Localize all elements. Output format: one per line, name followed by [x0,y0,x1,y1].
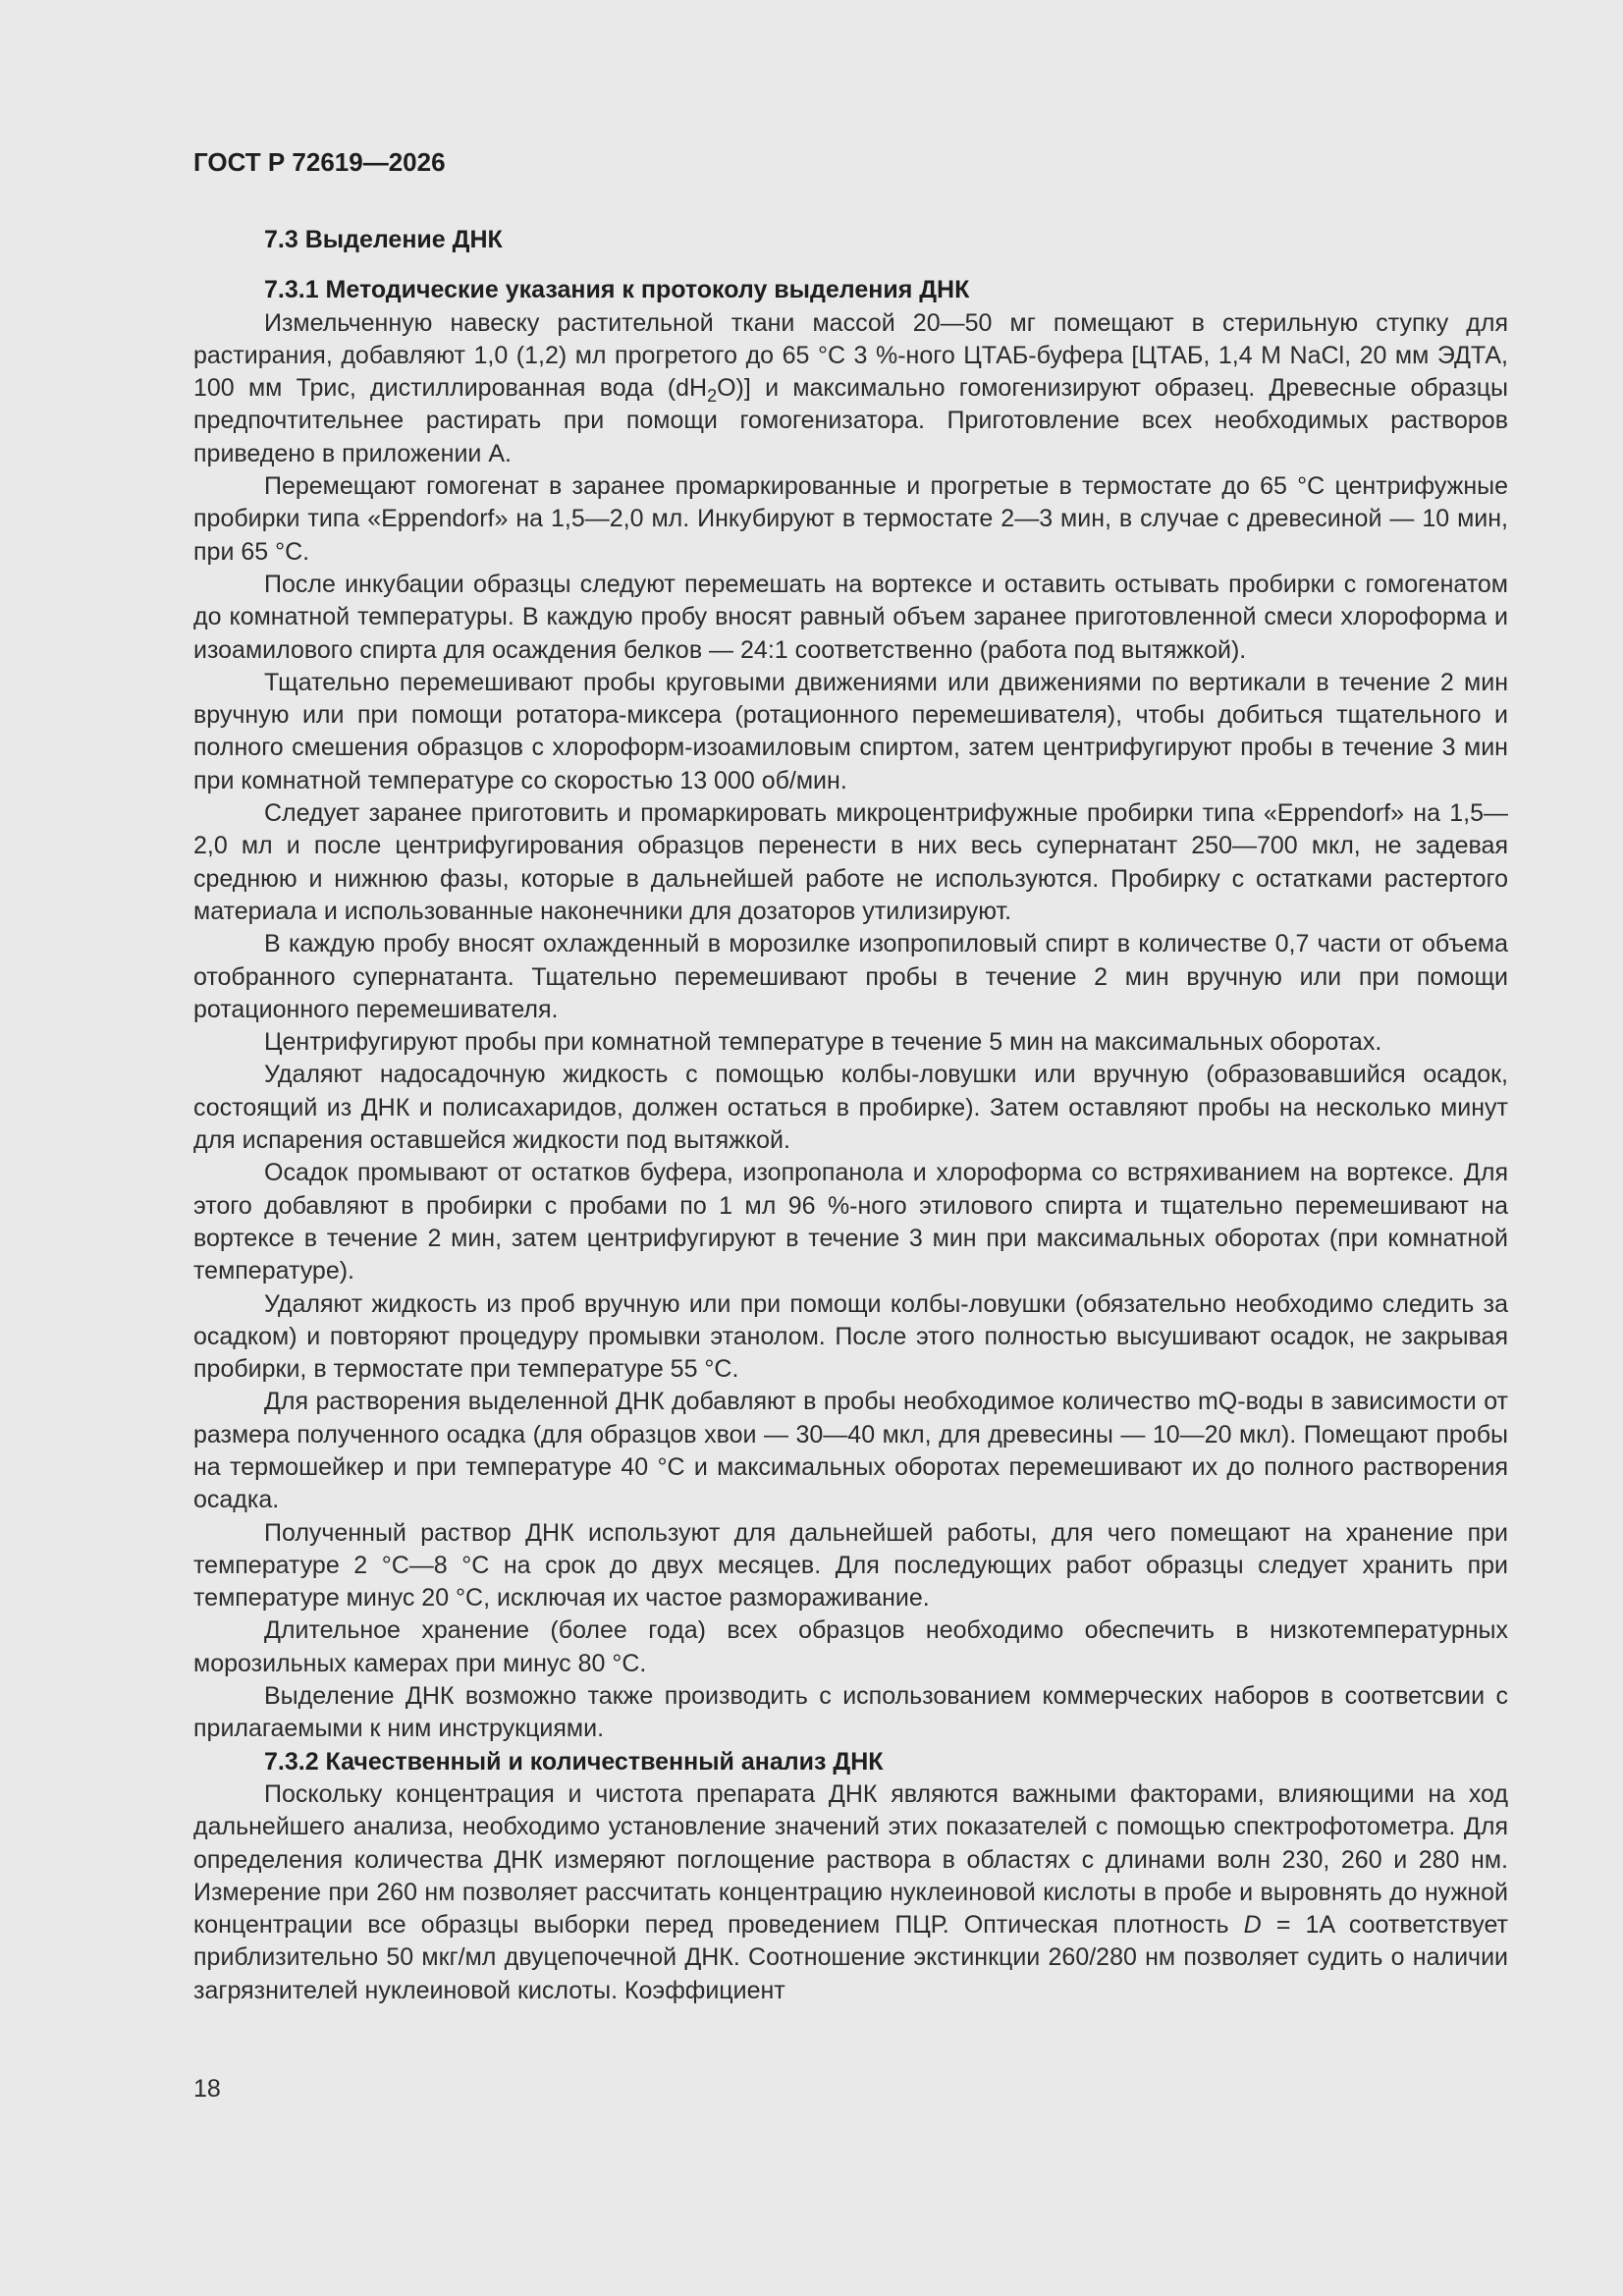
paragraph: Удаляют надосадочную жидкость с помощью колбы-ловушки или вручную (образовавшийся осадок, состоящий из ДНК и полисахаридов, должен остаться в пробирке). Затем оставляют пробы на несколько минут для испарения оставшейся жидкости под вытяжкой. [193,1061,1508,1155]
section-heading: 7.3 Выделение ДНК [264,226,503,253]
paragraph: Полученный раствор ДНК используют для дальнейшей работы, для чего помещают на хранение при температуре 2 °С—8 °С на срок до двух месяцев. Для последующих работ образцы следует хранить при температуре минус 20 °С, исключая их частое размораживание. [193,1518,1508,1613]
paragraph: Удаляют жидкость из проб вручную или при помощи колбы-ловушки (обязательно необходимо следить за осадком) и повторяют процедуру промывки этанолом. После этого полностью высушивают осадок, не закрывая пробирки, в термостате при температуре 55 °С. [193,1289,1508,1384]
paragraph: В каждую пробу вносят охлажденный в морозилке изопропиловый спирт в количестве 0,7 части от объема отобранного супернатанта. Тщательно перемешивают пробы в течение 2 мин вручную или при помощи ротационного перемешивателя. [193,930,1508,1023]
paragraph: Поскольку концентрация и чистота препарата ДНК являются важными факторами, влияющими на ход дальнейшего анализа, необходимо установление значений этих показателей с помощью спектрофотометра. Для определения количества ДНК измеряют поглощение раствора в областях с длинами волн 230, 260 и 280 нм. Измерение при 260 нм позволяет рассчитать концентрацию нуклеиновой кислоты в пробе и выровнять до нужной концентрации все образцы выборки перед проведением ПЦР. Оптическая плотность D = 1A соответствует приблизительно 50 мкг/мл двуцепочечной ДНК. Соотношение экстинкции 260/280 нм позволяет судить о наличии загрязнителей нуклеиновой кислоты. Коэффициент [193,1779,1509,2004]
paragraph: Измельченную навеску растительной ткани массой 20—50 мг помещают в стерильную ступку для растирания, добавляют 1,0 (1,2) мл прогретого до 65 °С 3 %-ного ЦТАБ-буфера [ЦТАБ, 1,4 М NaCl, 20 мм ЭДТА, 100 мм Трис, дистиллированная вода $(dH_2O)$] и максимально гомогенизируют образец. Древесные образцы предпочтительнее растирать при помощи гомогенизатора. Приготовление всех необходимых растворов приведено в приложении А. [193,308,1508,467]
paragraph: Выделение ДНК возможно также производить с использованием коммерческих наборов в соответсвии с прилагаемыми к ним инструкциями. [193,1682,1508,1743]
paragraph: Тщательно перемешивают пробы круговыми движениями или движениями по вертикали в течение 2 мин вручную или при помощи ротатора-миксера (ротационного перемешивателя), чтобы добиться тщательного и полного смешения образцов с хлороформ-изоамиловым спиртом, затем центрифугируют пробы в течение 3 мин при комнатной температуре со скоростью 13 000 об/мин. [193,668,1508,794]
document-body [193,224,1508,2007]
paragraph: Следует заранее приготовить и промаркировать микроцентрифужные пробирки типа «Eppendorf» на 1,5—2,0 мл и после центрифугирования образцов перенести в них весь супернатант 250—700 мкл, не задевая среднюю и нижнюю фазы, которые в дальнейшей работе не используются. Пробирку с остатками растертого материала и использованные наконечники для дозаторов утилизируют. [193,799,1508,925]
page-number: 18 [193,2075,221,2103]
paragraph: После инкубации образцы следуют перемешать на вортексе и оставить остывать пробирки с гомогенатом до комнатной температуры. В каждую пробу вносят равный объем заранее приготовленной смеси хлороформа и изоамилового спирта для осаждения белков — 24:1 соответственно (работа под вытяжкой). [193,570,1508,664]
paragraph: Для растворения выделенной ДНК добавляют в пробы необходимое количество mQ-воды в зависимости от размера полученного осадка (для образцов хвои — 30—40 мкл, для древесины — 10—20 мкл). Помещают пробы на термошейкер и при температуре 40 °С и максимальных оборотах перемешивают их до полного растворения осадка. [193,1388,1508,1514]
subsection-heading-7-3-2: 7.3.2 Качественный и количественный анализ ДНК [264,1747,884,1776]
paragraph: Центрифугируют пробы при комнатной температуре в течение 5 мин на максимальных оборотах. [264,1028,1382,1057]
paragraph: Осадок промывают от остатков буфера, изопропанола и хлороформа со встряхиванием на вортексе. Для этого добавляют в пробирки с пробами по 1 мл 96 %-ного этилового спирта и тщательно перемешивают на вортексе в течение 2 мин, затем центрифугируют в течение 3 мин при максимальных оборотах (при комнатной температуре). [193,1159,1508,1285]
document-id-header: ГОСТ Р 72619—2026 [193,147,446,177]
paragraph: Перемещают гомогенат в заранее промаркированные и прогретые в термостате до 65 °С центрифужные пробирки типа «Eppendorf» на 1,5—2,0 мл. Инкубируют в термостате 2—3 мин, в случае с древесиной — 10 мин, при 65 °С. [193,472,1508,566]
subsection-heading-7-3-1: 7.3.1 Методические указания к протоколу выделения ДНК [264,276,970,304]
paragraph: Длительное хранение (более года) всех образцов необходимо обеспечить в низкотемпературных морозильных камерах при минус 80 °С. [193,1616,1508,1677]
